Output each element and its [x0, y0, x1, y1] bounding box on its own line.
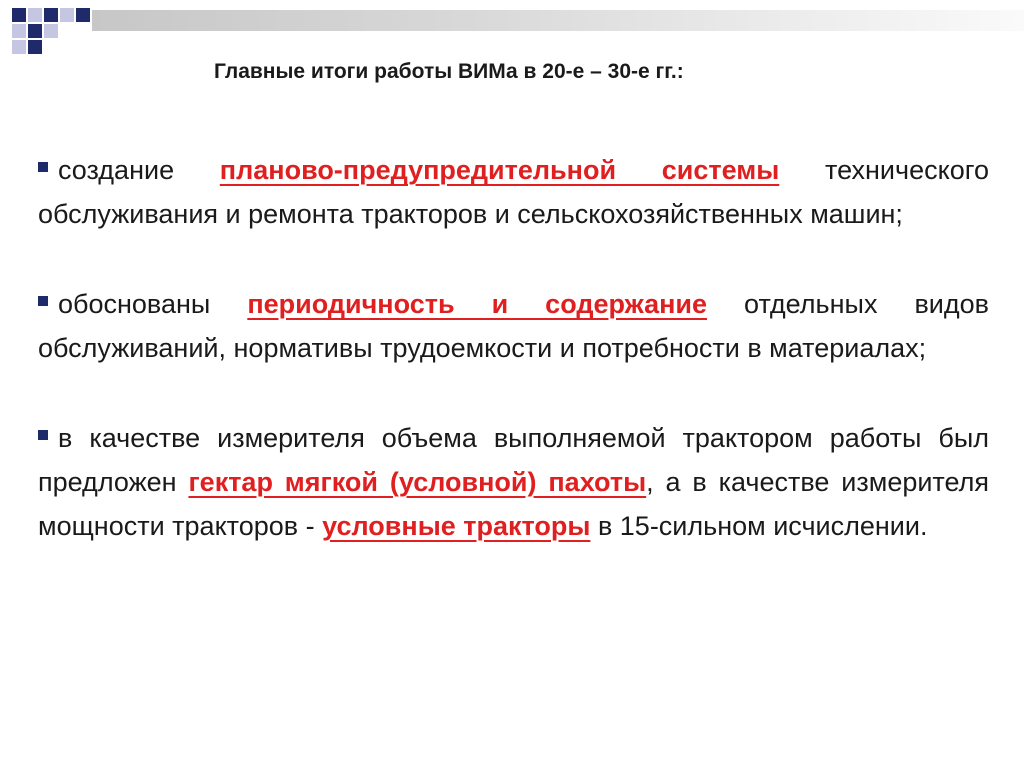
item-text: , а в качестве измерителя мощности тракторов -	[38, 467, 989, 541]
highlight-text: гектар мягкой (условной) пахоты	[188, 467, 647, 497]
highlight-text: условные тракторы	[322, 511, 591, 541]
item-text: отдельных видов обслуживаний, нормативы трудоемкости и потребности в материалах;	[38, 289, 989, 363]
highlight-text: планово-предупредительной системы	[219, 155, 780, 185]
decor-square	[12, 40, 26, 54]
decor-square	[44, 8, 58, 22]
slide-title: Главные итоги работы ВИМа в 20-е – 30-е гг.:	[214, 60, 684, 83]
decor-square	[60, 8, 74, 22]
decor-square	[28, 24, 42, 38]
decor-square	[28, 40, 42, 54]
square-bullet-icon	[38, 296, 48, 306]
list-item	[38, 416, 989, 548]
list-item	[38, 282, 989, 370]
item-text: в 15-сильном исчислении.	[590, 511, 928, 541]
square-bullet-icon	[38, 162, 48, 172]
item-text: в качестве измерителя объема выполняемой трактором работы был предложен	[38, 423, 989, 497]
bullet-list	[38, 148, 989, 548]
square-bullet-icon	[38, 430, 48, 440]
item-text: обоснованы	[58, 289, 248, 319]
header-gradient-bar	[92, 10, 1024, 31]
decor-square	[12, 24, 26, 38]
decor-square	[28, 8, 42, 22]
decor-square	[44, 24, 58, 38]
decor-square	[76, 8, 90, 22]
decor-square	[12, 8, 26, 22]
list-item	[38, 148, 989, 236]
item-text: технического обслуживания и ремонта тракторов и сельскохозяйственных машин;	[38, 155, 989, 229]
highlight-text: периодичность и содержание	[247, 289, 708, 319]
item-text: создание	[58, 155, 220, 185]
